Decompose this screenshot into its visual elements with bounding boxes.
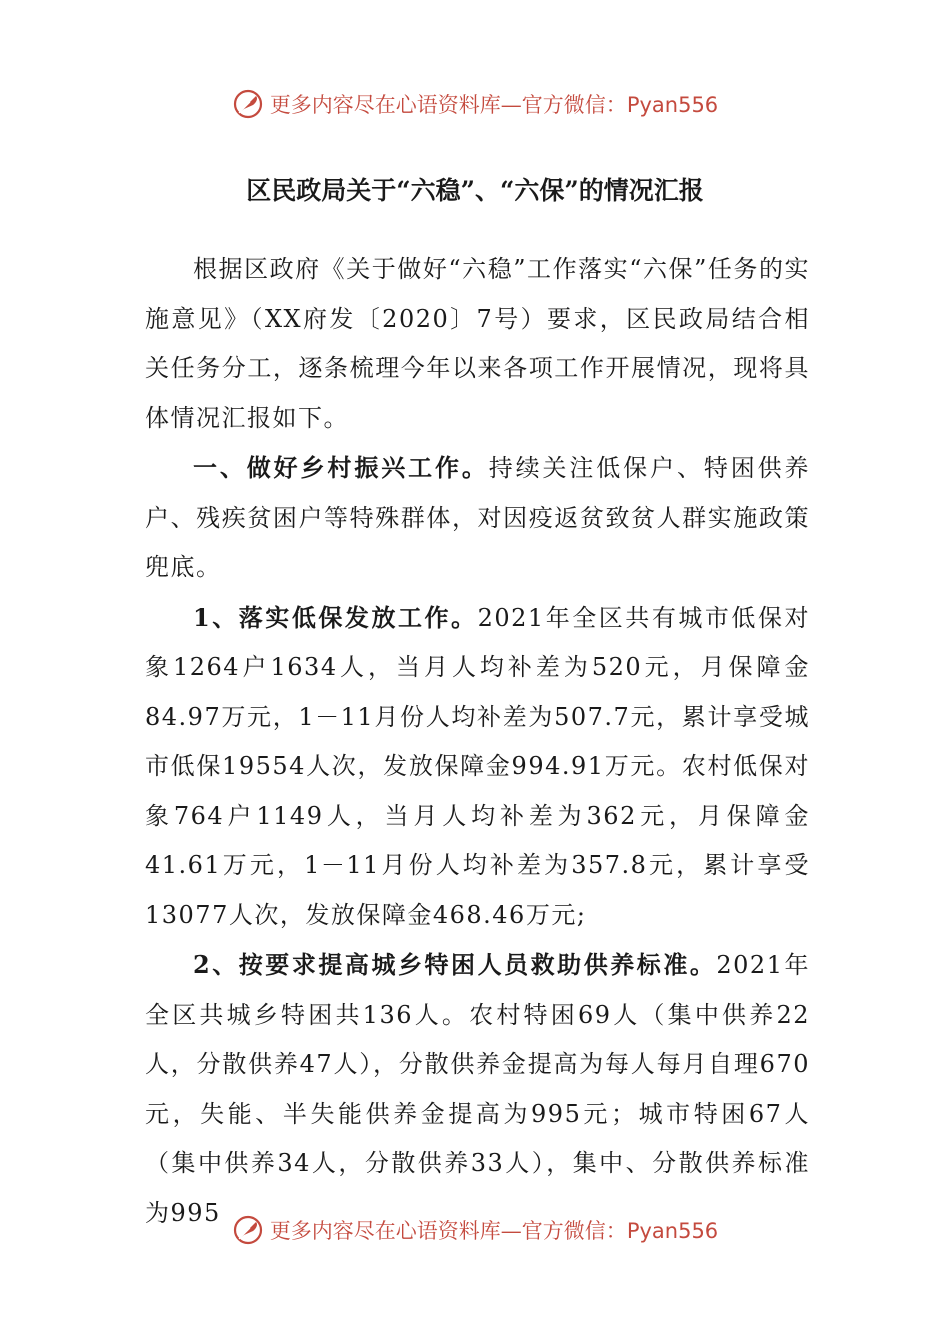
paragraph-intro: 根据区政府《关于做好“六稳”工作落实“六保”任务的实施意见》（XX府发〔2020〕7号）要求，区民政局结合相关任务分工，逐条梳理今年以来各项工作开展情况，现将具体情况汇报如下。	[145, 255, 810, 432]
feather-pen-circle-icon	[232, 1214, 264, 1246]
document-title: 区民政局关于“六稳”、“六保”的情况汇报	[246, 176, 704, 205]
paragraph-item-1: 1、落实低保发放工作。2021年全区共有城市低保对象1264户1634人，当月人均补差为520元，月保障金84.97万元，1－11月份人均补差为507.7元，累计享受城市低保19554人次，发放保障金994.91万元。农村低保对象764户1149人，当月人均补差为362元，月保障金41.61万元，1－11月份人均补差为357.8元，累计享受13077人次，发放保障金468.46万元;	[145, 602, 810, 929]
header-watermark	[0, 84, 950, 124]
paragraph-item-2: 2、按要求提高城乡特困人员救助供养标准。2021年全区共城乡特困共136人。农村特困69人（集中供养22人，分散供养47人），分散供养金提高为每人每月自理670元，失能、半失能供养金提高为995元；城市特困67人（集中供养34人，分散供养33人），集中、分散供养标准为995	[145, 950, 811, 1227]
paragraph-section-1: 一、做好乡村振兴工作。持续关注低保户、特困供养户、残疾贫困户等特殊群体，对因疫返贫致贫人群实施政策兜底。	[145, 453, 810, 581]
watermark-text: 更多内容尽在心语资料库—官方微信：Pyan556	[269, 93, 719, 117]
feather-pen-circle-icon	[232, 88, 264, 120]
item-heading: 1、落实低保发放工作。	[193, 602, 478, 632]
document-body	[145, 245, 810, 1238]
section-heading: 一、做好乡村振兴工作。	[193, 453, 489, 482]
footer-watermark	[0, 1210, 950, 1250]
watermark-text: 更多内容尽在心语资料库—官方微信：Pyan556	[269, 1219, 719, 1243]
item-heading: 2、按要求提高城乡特困人员救助供养标准。	[193, 950, 717, 979]
